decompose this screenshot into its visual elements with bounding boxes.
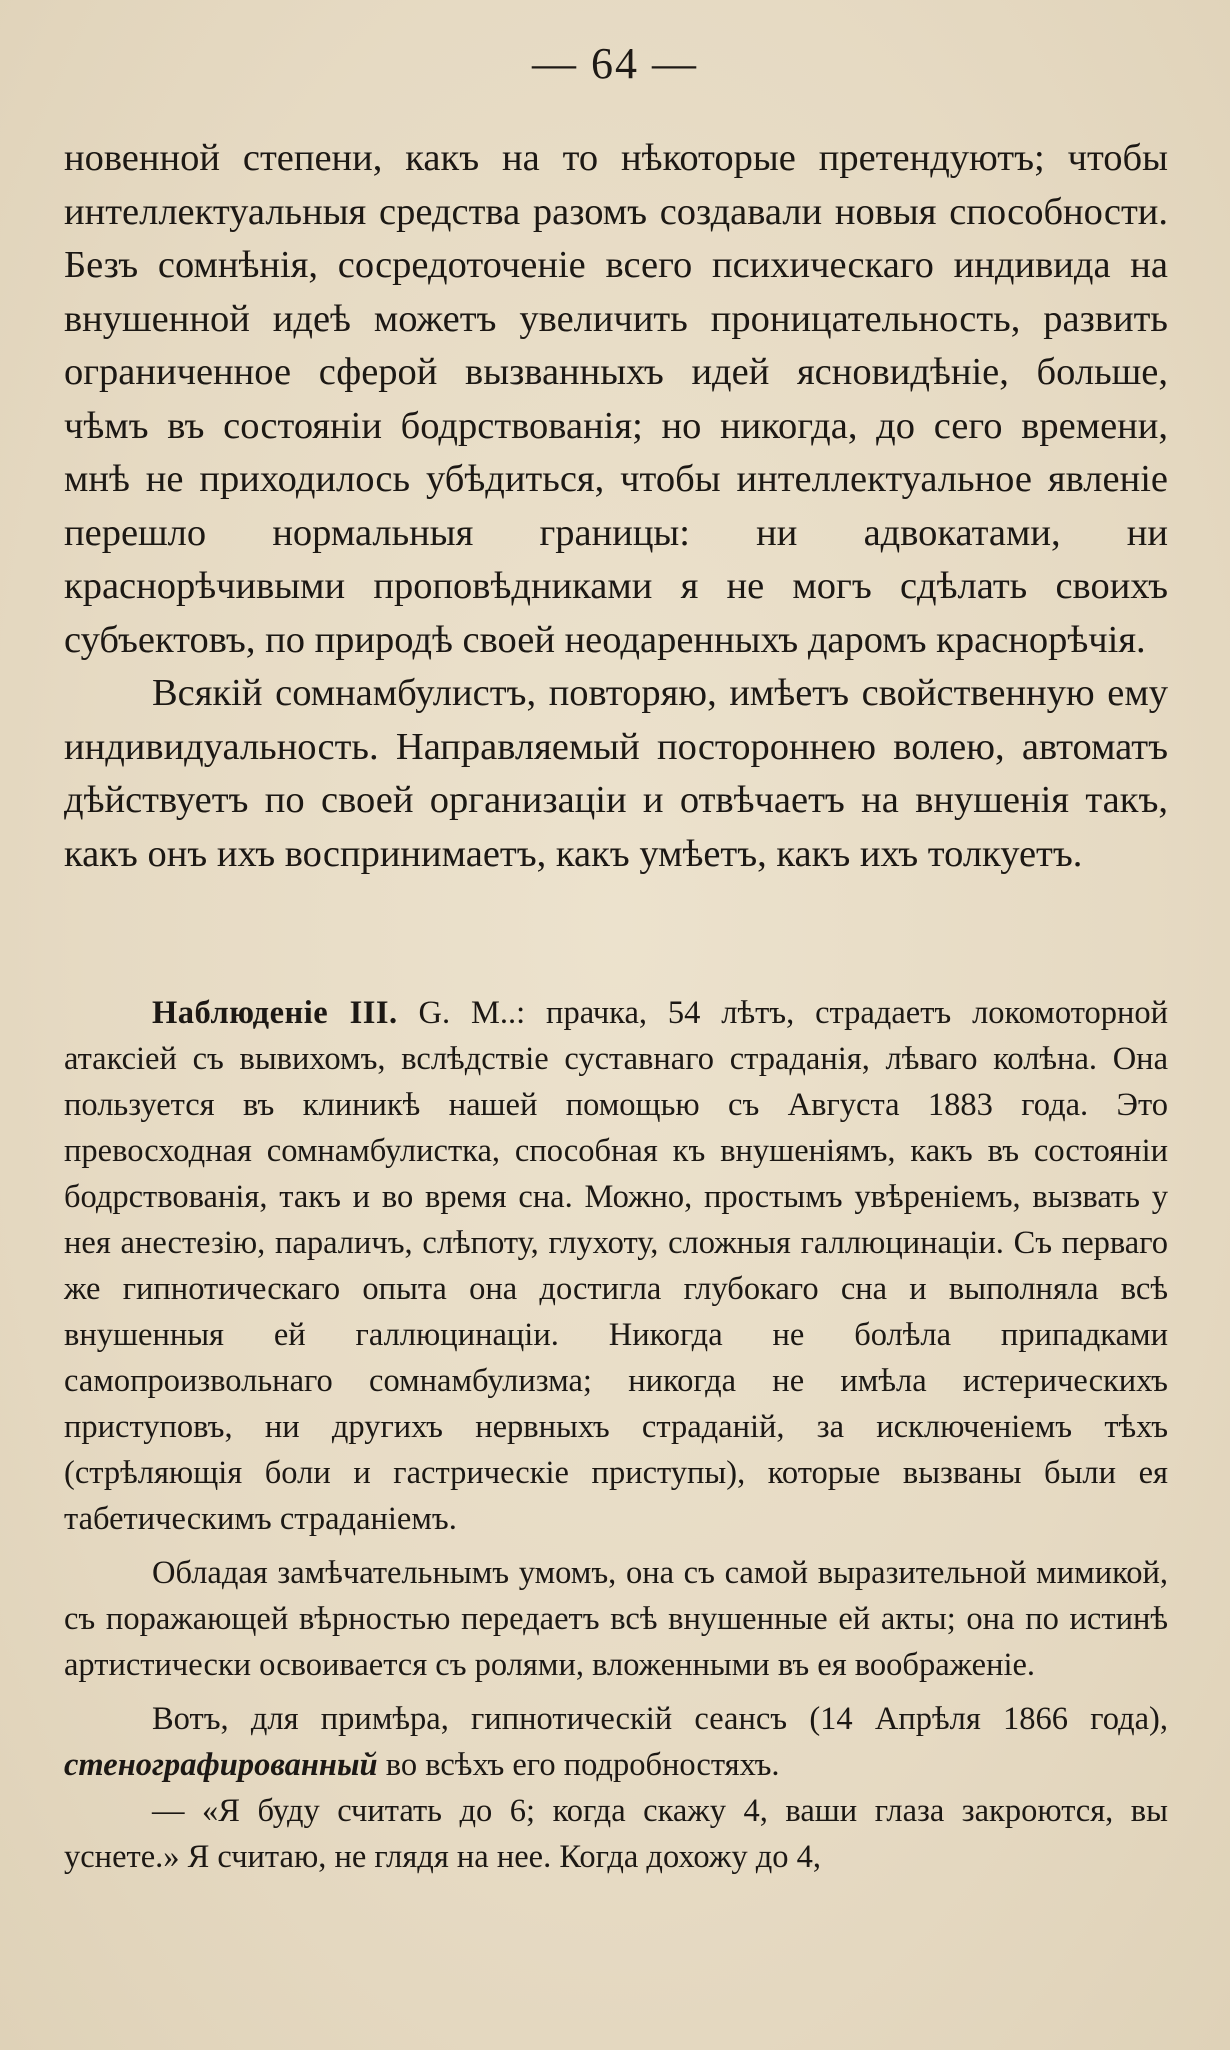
- seance-text-end: во всѣхъ его подробностяхъ.: [377, 1747, 780, 1783]
- main-text-large: [64, 132, 1168, 881]
- observation-label: Наблюденіе III.: [152, 995, 398, 1031]
- observation-body: G. М..: прачка, 54 лѣтъ, страдаетъ локомоторной атаксіей съ вывихомъ, вслѣдствіе суставнаго страданія, лѣваго колѣна. Она пользуется въ клиникѣ нашей помощью съ Августа 1883 года. Это превосходная сомнамбулистка, способная къ внушеніямъ, какъ въ состояніи бодрствованія, такъ и во время сна. Можно, простымъ увѣреніемъ, вызвать у нея анестезію, параличъ, слѣпоту, глухоту, сложныя галлюцинаціи. Съ перваго же гипнотическаго опыта она достигла глубокаго сна и выполняла всѣ внушенныя ей галлюцинаціи. Никогда не болѣла припадками самопроизвольнаго сомнамбулизма; никогда не имѣла истерическихъ приступовъ, ни другихъ нервныхъ страданій, за исключеніемъ тѣхъ (стрѣляющія боли и гастрическіе приступы), которые вызваны были ея табетическимъ страданіемъ.: [64, 995, 1169, 1537]
- observation-paragraph: [64, 990, 1168, 1542]
- paragraph-dialogue: — «Я буду считать до 6; когда скажу 4, ваши глаза закроются, вы уснете.» Я считаю, не глядя на нее. Когда дохожу до 4,: [64, 1793, 1168, 1875]
- paragraph-mimicry: Обладая замѣчательнымъ умомъ, она съ самой выразительной мимикой, съ поражающей вѣрностью передаетъ всѣ внушенные ей акты; она по истинѣ артистически освоивается съ ролями, вложенными въ ея воображеніе.: [64, 1555, 1168, 1683]
- seance-italic-word: стенографированный: [64, 1747, 378, 1783]
- page-number: — 64 —: [532, 39, 698, 88]
- observation-text-small: [64, 990, 1168, 1880]
- seance-text-start: Вотъ, для примѣра, гипнотическій сеансъ (14 Апрѣля 1866 года),: [152, 1701, 1168, 1737]
- paragraph-seance: [64, 1696, 1168, 1788]
- paragraph-continued: новенной степени, какъ на то нѣкоторые претендуютъ; чтобы интеллектуальныя средства разомъ создавали новыя способности. Безъ сомнѣнія, сосредоточеніе всего психическаго индивида на внушенной идеѣ можетъ увеличить проницательность, развить ограниченное сферой вызванныхъ идей ясновидѣніе, больше, чѣмъ въ состояніи бодрствованія; но никогда, до сего времени, мнѣ не приходилось убѣдиться, чтобы интеллектуальное явленіе перешло нормальныя границы: ни адвокатами, ни краснорѣчивыми проповѣдниками я не могъ сдѣлать своихъ субъектовъ, по природѣ своей неодаренныхъ даромъ краснорѣчія.: [64, 137, 1168, 661]
- paragraph-somnambulist: Всякій сомнамбулистъ, повторяю, имѣетъ свойственную ему индивидуальность. Направляемый постороннею волею, автоматъ дѣйствуетъ по своей организаціи и отвѣчаетъ на внушенія такъ, какъ онъ ихъ воспринимаетъ, какъ умѣетъ, какъ ихъ толкуетъ.: [64, 672, 1168, 875]
